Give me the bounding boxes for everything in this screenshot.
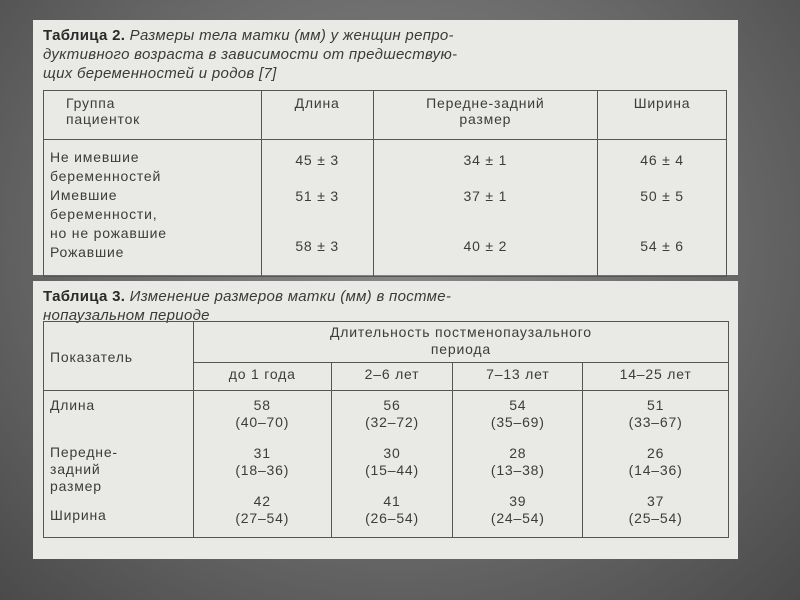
table2-header-length: Длина xyxy=(261,91,373,140)
table3-value: 51 xyxy=(647,397,665,413)
table2-value: 34 ± 1 xyxy=(463,152,508,168)
table3-range: (25–54) xyxy=(628,510,683,526)
group-line: беременностей xyxy=(50,168,162,184)
indicator-ap-line: задний xyxy=(50,461,101,477)
group-line: беременности, xyxy=(50,206,158,222)
table3-value: 28 xyxy=(509,445,527,461)
table2-value: 51 ± 3 xyxy=(295,188,339,204)
table3-period-4: 14–25 лет xyxy=(583,363,729,391)
table3-period-2: 2–6 лет xyxy=(331,363,453,391)
table3-caption xyxy=(43,287,728,325)
table2-width-cell xyxy=(598,140,727,277)
table2-value: 50 ± 5 xyxy=(640,188,684,204)
group-line: но не рожавшие xyxy=(50,225,167,241)
table3 xyxy=(43,321,729,538)
table3-col-4 xyxy=(583,391,729,538)
table3-range: (27–54) xyxy=(235,510,290,526)
table2-caption-line-1: Размеры тела матки (мм) у женщин репро- xyxy=(129,27,454,44)
table3-header-duration: Длительность постменопаузального периода xyxy=(193,322,728,363)
table3-range: (18–36) xyxy=(235,462,290,478)
group-line: Не имевшие xyxy=(50,149,140,165)
table2-value: 37 ± 1 xyxy=(463,188,508,204)
table2-caption-line-2: дуктивного возраста в зависимости от предшествую- xyxy=(43,46,458,63)
table3-indicator-cell xyxy=(44,391,194,538)
table3-value: 39 xyxy=(509,493,527,509)
table3-col-3 xyxy=(453,391,583,538)
indicator-width: Ширина xyxy=(50,507,107,523)
table2-caption-line-3: щих беременностей и родов [7] xyxy=(43,65,277,82)
table3-value: 54 xyxy=(509,397,527,413)
table3-body-row xyxy=(44,391,729,538)
table3-range: (33–67) xyxy=(628,414,683,430)
table2-ap-cell xyxy=(373,140,598,277)
table3-range: (26–54) xyxy=(365,510,419,526)
table3-value: 26 xyxy=(647,445,665,461)
table2-length-cell xyxy=(261,140,373,277)
table3-col-2 xyxy=(331,391,453,538)
table3-value: 56 xyxy=(383,397,401,413)
table3-col-1 xyxy=(193,391,331,538)
table3-range: (13–38) xyxy=(490,462,545,478)
table2-value: 45 ± 3 xyxy=(295,152,339,168)
group-line: Рожавшие xyxy=(50,244,125,260)
table2-value: 40 ± 2 xyxy=(463,238,508,254)
table3-value: 42 xyxy=(253,493,271,509)
table3-range: (14–36) xyxy=(628,462,683,478)
table3-range: (15–44) xyxy=(365,462,419,478)
table2-caption xyxy=(43,26,728,83)
table3-range: (32–72) xyxy=(365,414,419,430)
table2-header-ap: Передне-задний размер xyxy=(373,91,598,140)
group-line: Имевшие xyxy=(50,187,118,203)
table3-value: 37 xyxy=(647,493,665,509)
table3-caption-line-1: Изменение размеров матки (мм) в постме- xyxy=(129,288,452,305)
table2-body-row xyxy=(44,140,727,277)
table3-range: (35–69) xyxy=(490,414,545,430)
indicator-length: Длина xyxy=(50,397,95,413)
table3-scan xyxy=(33,281,738,559)
table3-value: 58 xyxy=(253,397,271,413)
table3-header-row-1 xyxy=(44,322,729,363)
table3-period-3: 7–13 лет xyxy=(453,363,583,391)
table3-caption-line-2: нопаузальном периоде xyxy=(43,307,210,324)
table3-value: 41 xyxy=(383,493,401,509)
table2-group-cell xyxy=(44,140,262,277)
table2-header-width: Ширина xyxy=(598,91,727,140)
table3-value: 30 xyxy=(383,445,401,461)
table2 xyxy=(43,90,727,277)
table3-value: 31 xyxy=(253,445,271,461)
table3-label: Таблица 3. xyxy=(43,288,126,305)
indicator-ap-line: размер xyxy=(50,478,102,494)
table2-scan xyxy=(33,20,738,275)
indicator-ap-line: Передне- xyxy=(50,444,118,460)
table2-value: 46 ± 4 xyxy=(640,152,684,168)
table2-label: Таблица 2. xyxy=(43,27,126,44)
table3-period-1: до 1 года xyxy=(193,363,331,391)
table2-value: 58 ± 3 xyxy=(295,238,339,254)
table2-value: 54 ± 6 xyxy=(640,238,684,254)
table3-range: (40–70) xyxy=(235,414,290,430)
table3-header-indicator: Показатель xyxy=(44,322,194,391)
table2-header-group: Группа пациенток xyxy=(44,91,262,140)
table2-header-row xyxy=(44,91,727,140)
table3-range: (24–54) xyxy=(490,510,545,526)
